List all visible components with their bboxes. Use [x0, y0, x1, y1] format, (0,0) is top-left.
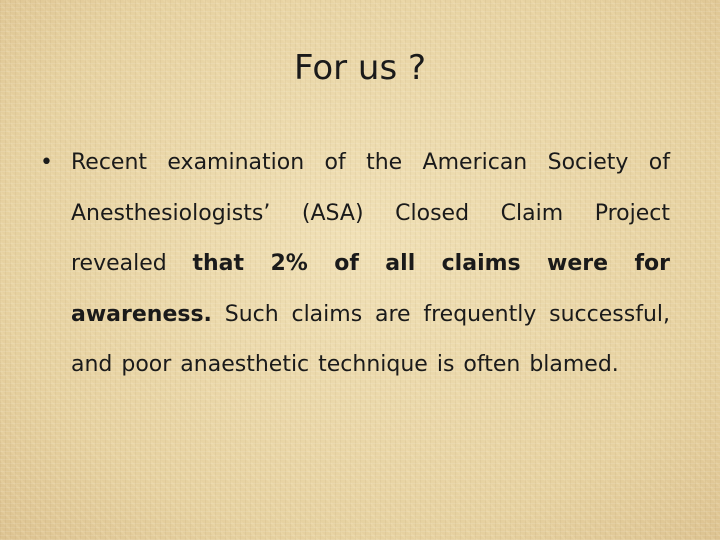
bullet-text	[71, 138, 670, 391]
bullet-text-bold: that 2% of all claims were for awareness.	[71, 251, 670, 327]
bullet-text-part2: Such claims are frequently successful, and poor anaesthetic technique is often blamed.	[71, 301, 670, 377]
slide-content	[40, 138, 670, 391]
bullet-text-part1: Recent examination of the American Society of Anesthesiologists’ (ASA) Closed Claim Project revealed	[71, 150, 670, 276]
bullet-item	[40, 138, 670, 391]
slide-title: For us ?	[293, 48, 427, 88]
bullet-icon: •	[40, 150, 53, 175]
